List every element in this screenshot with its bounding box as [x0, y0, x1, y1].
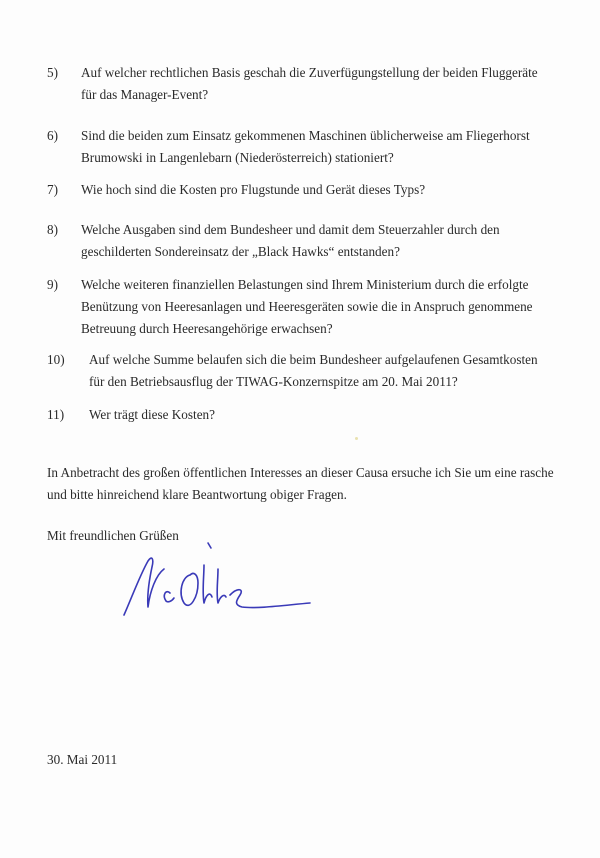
- question-number: 8): [47, 222, 58, 237]
- question-number: 9): [47, 277, 58, 292]
- question-number: 5): [47, 65, 58, 80]
- question-text: Welche weiteren finanziellen Belastungen sind Ihrem Ministerium durch die erfolgte Benützung von Heeresanlagen und Heeresgeräten sowie die in Anspruch genommene Betreuung durch Heeresangehörige erwachsen?: [81, 277, 533, 336]
- question-10: [47, 349, 547, 393]
- question-number: 11): [47, 407, 65, 422]
- question-7: [47, 179, 547, 201]
- document-date: 30. Mai 2011: [47, 752, 118, 767]
- greeting-line: Mit freundlichen Grüßen: [47, 528, 179, 543]
- question-8: [47, 219, 547, 263]
- question-text: Welche Ausgaben sind dem Bundesheer und damit dem Steuerzahler durch den geschilderten Sondereinsatz der „Black Hawks“ entstanden?: [81, 222, 500, 259]
- question-6: [47, 125, 547, 169]
- question-text: Auf welcher rechtlichen Basis geschah die Zuverfügungstellung der beiden Fluggeräte für das Manager-Event?: [81, 65, 538, 102]
- question-9: [47, 274, 547, 340]
- question-11: [47, 404, 547, 426]
- question-5: [47, 62, 547, 106]
- paper-speck: [355, 437, 358, 440]
- handwritten-signature: [118, 535, 318, 625]
- question-text: Wer trägt diese Kosten?: [89, 407, 216, 422]
- question-number: 7): [47, 182, 58, 197]
- closing-paragraph: In Anbetracht des großen öffentlichen Interesses an dieser Causa ersuche ich Sie um eine rasche und bitte hinreichend klare Beantwortung obiger Fragen.: [47, 465, 554, 502]
- question-number: 6): [47, 128, 58, 143]
- question-text: Auf welche Summe belaufen sich die beim Bundesheer aufgelaufenen Gesamtkosten für den Betriebsausflug der TIWAG-Konzernspitze am 20. Mai 2011?: [89, 352, 538, 389]
- question-number: 10): [47, 352, 65, 367]
- question-text: Wie hoch sind die Kosten pro Flugstunde und Gerät dieses Typs?: [81, 182, 426, 197]
- question-text: Sind die beiden zum Einsatz gekommenen Maschinen üblicherweise am Fliegerhorst Brumowski in Langenlebarn (Niederösterreich) stationiert?: [81, 128, 530, 165]
